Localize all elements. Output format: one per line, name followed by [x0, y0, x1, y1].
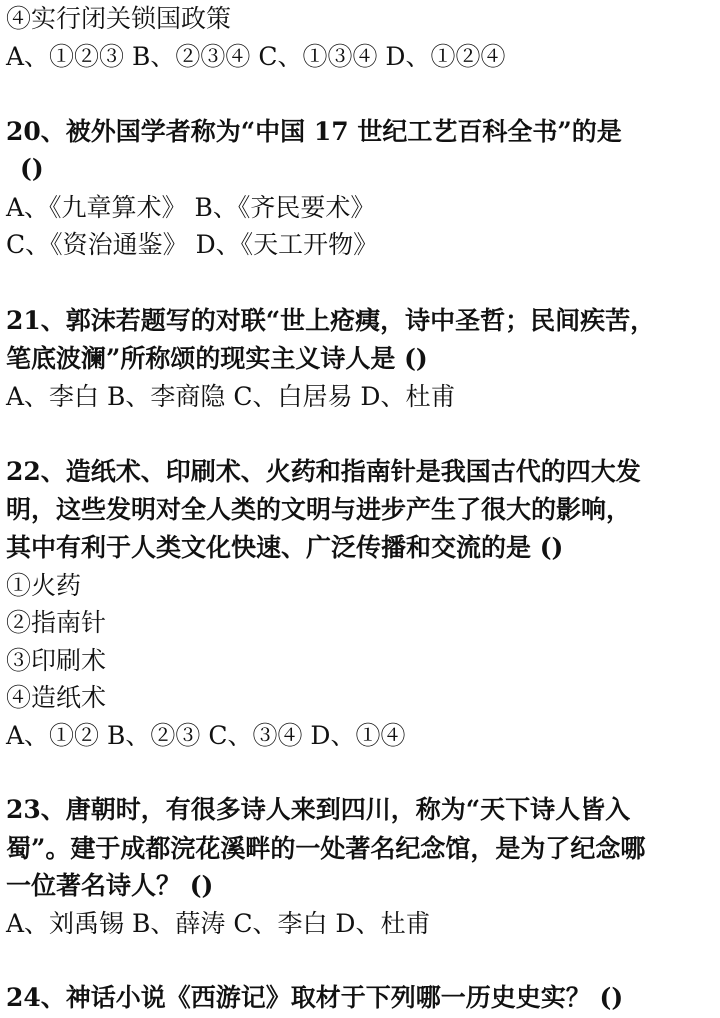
q22-options: A、①② B、②③ C、③④ D、①④ [6, 721, 406, 750]
q20-stem-line1: 20、被外国学者称为“中国 17 世纪工艺百科全书”的是 [6, 117, 622, 146]
q23-stem-line3: 一位著名诗人？ () [6, 871, 214, 900]
q22-item-2: ②指南针 [6, 608, 107, 637]
q21-options: A、李白 B、李商隐 C、白居易 D、杜甫 [6, 382, 456, 411]
q23-options: A、刘禹锡 B、薛涛 C、李白 D、杜甫 [6, 909, 431, 938]
q21-stem-line1: 21、郭沫若题写的对联“世上疮痍，诗中圣哲；民间疾苦， [6, 306, 656, 335]
q20-options-line2: C、《资治通鉴》 D、《天工开物》 [6, 230, 379, 259]
q22-stem-line3: 其中有利于人类文化快速、广泛传播和交流的是 () [6, 533, 564, 562]
q22-item-1: ①火药 [6, 571, 82, 600]
q23-stem-line2: 蜀”。建于成都浣花溪畔的一处著名纪念馆，是为了纪念哪 [6, 834, 646, 863]
q21-stem-line2: 笔底波澜”所称颂的现实主义诗人是 () [6, 344, 428, 373]
q22-item-4: ④造纸术 [6, 683, 107, 712]
q22-stem-line2: 明，这些发明对全人类的文明与进步产生了很大的影响， [6, 495, 632, 524]
q19-options: A、①②③ B、②③④ C、①③④ D、①②④ [6, 42, 506, 71]
q23-stem-line1: 23、唐朝时，有很多诗人来到四川，称为“天下诗人皆入 [6, 795, 631, 824]
q20-options-line1: A、《九章算术》 B、《齐民要术》 [6, 193, 376, 222]
q22-stem-line1: 22、造纸术、印刷术、火药和指南针是我国古代的四大发 [6, 457, 641, 486]
q20-stem-line2: () [20, 154, 44, 183]
q22-item-3: ③印刷术 [6, 646, 107, 675]
q19-item-4: ④实行闭关锁国政策 [6, 4, 232, 33]
q24-stem-line1: 24、神话小说《西游记》取材于下列哪一历史史实？ () [6, 983, 624, 1012]
